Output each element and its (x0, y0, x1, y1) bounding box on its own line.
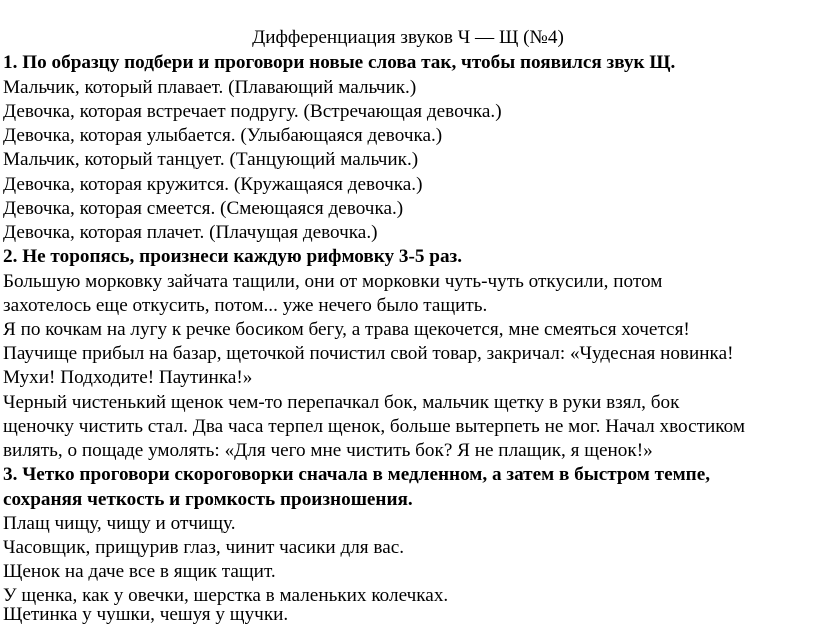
section-2-line: вилять, о пощаде умолять: «Для чего мне чистить бок? Я не плащик, я щенок!» (3, 440, 653, 461)
section-3-heading: 3. Четко проговори скороговорки сначала в медленном, а затем в быстром темпе, (3, 464, 711, 485)
section-3-heading: сохраняя четкость и громкость произношения. (3, 489, 413, 510)
section-1-line: Девочка, которая плачет. (Плачущая девочка.) (3, 222, 378, 243)
section-2-line: Паучище прибыл на базар, щеточкой почистил свой товар, закричал: «Чудесная новинка! (3, 343, 734, 364)
section-1-line: Девочка, которая кружится. (Кружащаяся девочка.) (3, 174, 423, 195)
section-3-line: Плащ чищу, чищу и отчищу. (3, 513, 236, 534)
section-3-line: Часовщик, прищурив глаз, чинит часики для вас. (3, 537, 405, 558)
section-2-line: Черный чистенький щенок чем-то перепачкал бок, мальчик щетку в руки взял, бок (3, 392, 680, 413)
section-3-line: Щенок на даче все в ящик тащит. (3, 561, 276, 582)
section-1-line: Девочка, которая встречает подругу. (Встречающая девочка.) (3, 101, 502, 122)
section-2-heading: 2. Не торопясь, произнеси каждую рифмовку 3-5 раз. (3, 246, 463, 267)
section-1-line: Мальчик, который плавает. (Плавающий мальчик.) (3, 77, 417, 98)
section-1-line: Девочка, которая смеется. (Смеющаяся девочка.) (3, 198, 404, 219)
section-1-line: Девочка, которая улыбается. (Улыбающаяся девочка.) (3, 125, 443, 146)
section-2-line: Мухи! Подходите! Паутинка!» (3, 367, 253, 388)
section-1-line: Мальчик, который танцует. (Танцующий мальчик.) (3, 149, 419, 170)
document-title: Дифференциация звуков Ч — Щ (№4) (252, 27, 564, 48)
section-2-line: захотелось еще откусить, потом... уже нечего было тащить. (3, 295, 488, 316)
section-3-line: Щетинка у чушки, чешуя у щучки. (3, 604, 289, 625)
section-2-line: Большую морковку зайчата тащили, они от морковки чуть-чуть откусили, потом (3, 271, 663, 292)
section-2-line: щеночку чистить стал. Два часа терпел щенок, больше вытерпеть не мог. Начал хвостиком (3, 416, 746, 437)
section-3-line: У щенка, как у овечки, шерстка в маленьких колечках. (3, 585, 449, 606)
section-1-heading: 1. По образцу подбери и проговори новые слова так, чтобы появился звук Щ. (3, 52, 676, 73)
section-2-line: Я по кочкам на лугу к речке босиком бегу, а трава щекочется, мне смеяться хочется! (3, 319, 690, 340)
